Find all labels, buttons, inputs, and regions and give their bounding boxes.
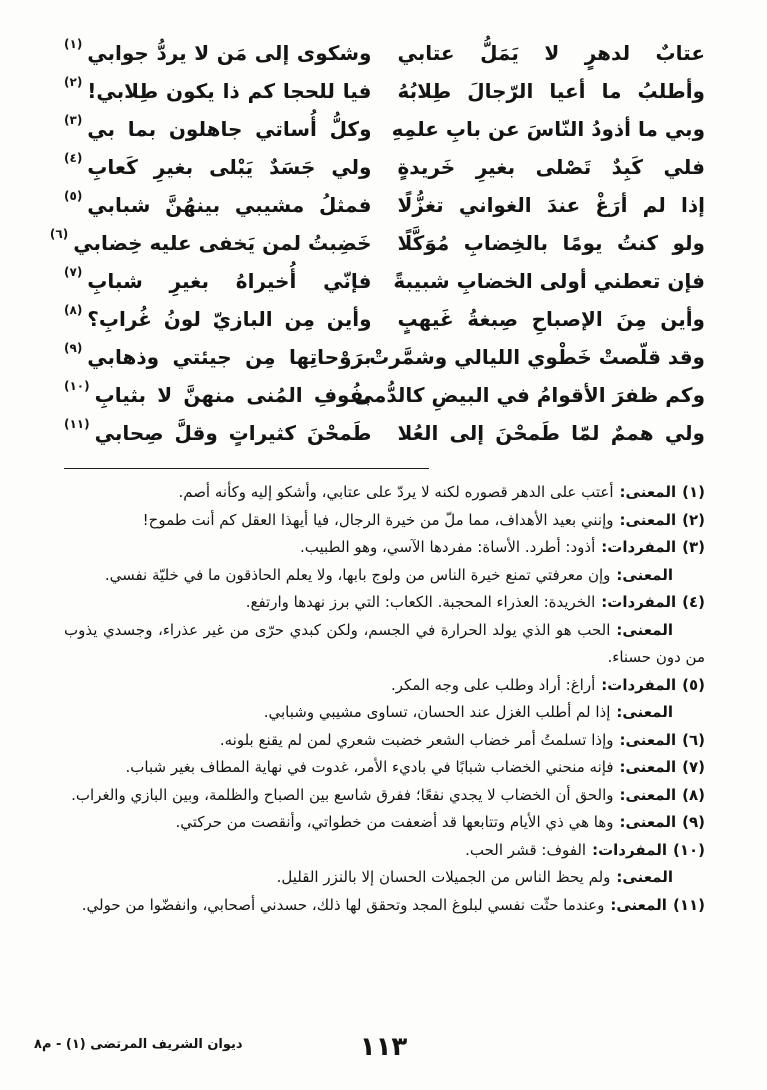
verse-first-hemistich: وأين مِنَ الإصباحِ صِبغةُ غَيهبٍ: [397, 307, 705, 331]
footnote-entry: [64, 479, 705, 507]
footnote-entry: [64, 534, 705, 562]
footnote-number: (٦): [682, 730, 705, 749]
verse-second-hemistich: [64, 338, 372, 376]
footnote-number: (٨): [682, 785, 705, 804]
footnote-entry: [64, 809, 705, 837]
footnote-entry: [64, 727, 705, 755]
footnote-entry: [64, 589, 705, 617]
footnote-label: المعنى:: [616, 565, 673, 584]
verse-first-hemistich: وقد قلّصتْ خَطْوي الليالي وشمَّرتْ: [369, 345, 705, 369]
footnote-number: (٤): [682, 593, 705, 611]
footnote-ref: (٢): [64, 75, 83, 89]
footnote-ref: (٣): [64, 113, 83, 127]
footnote-entry: [64, 617, 705, 672]
footnote-entry: [64, 892, 705, 920]
footnote-label: المعنى:: [616, 703, 673, 721]
footnote-label: المعنى:: [616, 620, 673, 639]
verse-second-hemistich: [64, 72, 372, 110]
verse-row: [64, 414, 705, 452]
footnote-label: المفردات:: [601, 593, 677, 611]
page-number: ١١٣: [359, 1032, 408, 1062]
footnote-ref: (١٠): [64, 379, 90, 393]
footnote-ref: (٩): [64, 341, 83, 355]
verse-second-text: فيا للحجا كم ذا يكون طِلابي!: [87, 79, 372, 103]
verse-second-text: برَوْحاتِها مِن جيئتي وذهابي: [87, 345, 372, 369]
verse-second-text: ولي جَسَدٌ يَبْلى بغيرِ كَعابِ: [87, 155, 372, 179]
verse-row: [64, 34, 705, 72]
footnote-entry: [64, 699, 705, 727]
verse-second-hemistich: [64, 414, 372, 452]
footnote-ref: (٨): [64, 303, 83, 317]
footnote-entry: [64, 837, 705, 865]
verse-second-hemistich: [64, 376, 372, 414]
footnote-text: ولم يحظ الناس من الجميلات الحسان إلا بالنزر القليل.: [276, 868, 611, 886]
footnote-number: (١٠): [672, 840, 705, 859]
footnote-ref: (٤): [64, 151, 83, 165]
footnote-number: (٣): [682, 538, 705, 556]
verse-second-text: وكلُّ أُساتي جاهلون بما بي: [87, 117, 372, 141]
verse-second-text: وأين مِن البازيّ لونُ غُرابِ؟: [87, 307, 372, 331]
verse-first-hemistich: فلي كَبِدٌ تَصْلى بغيرِ خَريدةٍ: [397, 155, 705, 179]
footnote-entry: [64, 864, 705, 892]
footnote-text: وإذا تسلمتُ أمر خضاب الشعر خضبت شعري لمن لم يقنع بلونه.: [219, 730, 614, 749]
verse-second-hemistich: [64, 34, 372, 72]
footnote-entry: [64, 672, 705, 700]
verse-first-hemistich: ولو كنتُ يومًا بالخِضابِ مُوَكَّلًا: [397, 231, 705, 255]
footnote-text: والحق أن الخضاب لا يجدي نفعًا؛ ففرق شاسع بين الصباح والظلمة، وبين البازي والغراب.: [71, 785, 614, 804]
verse-second-text: طَمحْنَ كثيراتٍ وقلَّ صِحابي: [94, 421, 372, 445]
footnote-number: (١١): [672, 895, 705, 914]
verse-second-text: وشكوى إلى مَن لا يردُّ جوابي: [87, 41, 372, 65]
footnote-text: أراغ: أراد وطلب على وجه المكر.: [390, 675, 596, 694]
verse-first-hemistich: وبي ما أذودُ النّاسَ عن بابِ علمِهِ: [391, 117, 705, 141]
footnote-text: إذا لم أطلب الغزل عند الحسان، تساوى مشيبي وشبابي.: [263, 703, 611, 721]
footnote-entry: [64, 782, 705, 810]
footnote-text: الخريدة: العذراء المحجبة. الكعاب: التي برز نهدها وارتفع.: [245, 593, 596, 611]
footnote-ref: (١): [64, 37, 83, 51]
verse-first-hemistich: فإن تعطني أولى الخضابِ شبيبةً: [393, 269, 705, 293]
footnote-label: المفردات:: [601, 675, 677, 694]
footnote-number: (١): [682, 483, 705, 501]
verse-second-hemistich: [64, 300, 372, 338]
footnote-text: فإنه منحني الخضاب شبابًا في باديء الأمر، غدوت في نهاية المطاف بغير شباب.: [125, 758, 614, 776]
footnote-label: المعنى:: [610, 895, 667, 914]
verse-row: [49, 224, 705, 262]
footnote-ref: (٥): [64, 189, 83, 203]
verse-second-hemistich: [64, 148, 372, 186]
footnote-label: المفردات:: [601, 538, 677, 556]
footnote-label: المعنى:: [619, 758, 677, 776]
footnote-label: المعنى:: [619, 483, 677, 501]
verse-row: [64, 262, 705, 300]
footnote-text: وعندما حثّت نفسي لبلوغ المجد وتحقق لها ذلك، حسدني أصحابي، وانفضّوا من حولي.: [81, 895, 605, 914]
footnote-text: وها هي ذي الأيام وتتابعها قد أضعفت من خطواتي، وأنقصت من حركتي.: [175, 813, 614, 831]
footnote-label: المعنى:: [619, 785, 677, 804]
footnote-text: الحب هو الذي يولد الحرارة في الجسم، ولكن كبدي حرّى من غير عذراء، وجسدي يذوب من دون حسناء.: [64, 620, 705, 666]
footnotes-section: [64, 479, 705, 919]
verse-second-text: خَضِبتُ لمن يَخفى عليه خِضابي: [73, 231, 372, 255]
verse-row: [64, 300, 705, 338]
verse-row: [64, 148, 705, 186]
verse-second-hemistich: [49, 224, 372, 262]
verse-row: [64, 72, 705, 110]
verse-row: [64, 110, 705, 148]
verse-first-hemistich: ولي هممٌ لمّا طَمحْنَ إلى العُلا: [397, 421, 705, 445]
verse-first-hemistich: إذا لم أرَغْ عندَ الغواني تغزُّلًا: [397, 193, 705, 217]
footnote-separator: [64, 468, 429, 469]
verse-second-text: فإنّي أُخيراهُ بغيرِ شبابِ: [87, 269, 372, 293]
footnote-entry: [64, 754, 705, 782]
footnote-ref: (٧): [64, 265, 83, 279]
book-title-footer: ديوان الشريف المرتضى (١) - م٨: [34, 1037, 243, 1052]
footnote-entry: [64, 507, 705, 535]
footnote-label: المعنى:: [619, 813, 677, 831]
verse-second-hemistich: [64, 186, 372, 224]
footnote-entry: [64, 562, 705, 590]
verse-first-hemistich: وأطلبُ ما أعيا الرّجالَ طِلابُهُ: [397, 79, 705, 103]
footnote-text: أعتب على الدهر قصوره لكنه لا يردّ على عتابي، وأشكو إليه وكأنه أصم.: [178, 483, 614, 501]
verse-first-hemistich: وكم ظفرَ الأقوامُ في البيضِ كالدُّمى: [353, 383, 705, 407]
verse-second-hemistich: [64, 110, 372, 148]
verse-row: [64, 338, 705, 376]
verse-row: [64, 376, 705, 414]
verse-row: [64, 186, 705, 224]
footnote-text: وإن معرفتي تمنع خيرة الناس من ولوج بابها، ولا يعلم الحاذقون ما في خليّة نفسي.: [104, 565, 611, 584]
footnote-ref: (١١): [64, 417, 90, 431]
footnote-number: (٥): [682, 675, 705, 694]
footnote-label: المفردات:: [592, 840, 667, 859]
footnote-label: المعنى:: [616, 868, 673, 886]
footnote-text: أذود: أطرد. الأساة: مفردها الآسي، وهو الطبيب.: [300, 538, 596, 556]
verse-second-text: فمثلُ مشيبي بينهُنَّ شبابي: [87, 193, 372, 217]
footnote-number: (٩): [682, 813, 705, 831]
footnote-label: المعنى:: [619, 730, 677, 749]
footnote-number: (٢): [682, 510, 705, 529]
verse-second-text: بفُوفِ المُنى منهنَّ لا بثيابِ: [94, 383, 372, 407]
footnote-label: المعنى:: [619, 510, 677, 529]
poem-section: [49, 34, 705, 452]
verse-second-hemistich: [64, 262, 372, 300]
footnote-number: (٧): [682, 758, 705, 776]
verse-first-hemistich: عتابٌ لدهرٍ لا يَمَلُّ عتابي: [397, 41, 705, 65]
footnote-ref: (٦): [49, 227, 69, 241]
footnote-text: الفوف: قشر الحب.: [465, 840, 587, 859]
footnote-text: وإنني بعيد الأهداف، مما ملّ من خيرة الرجال، فيا أيهذا العقل كم أنت طموح!: [142, 510, 614, 529]
